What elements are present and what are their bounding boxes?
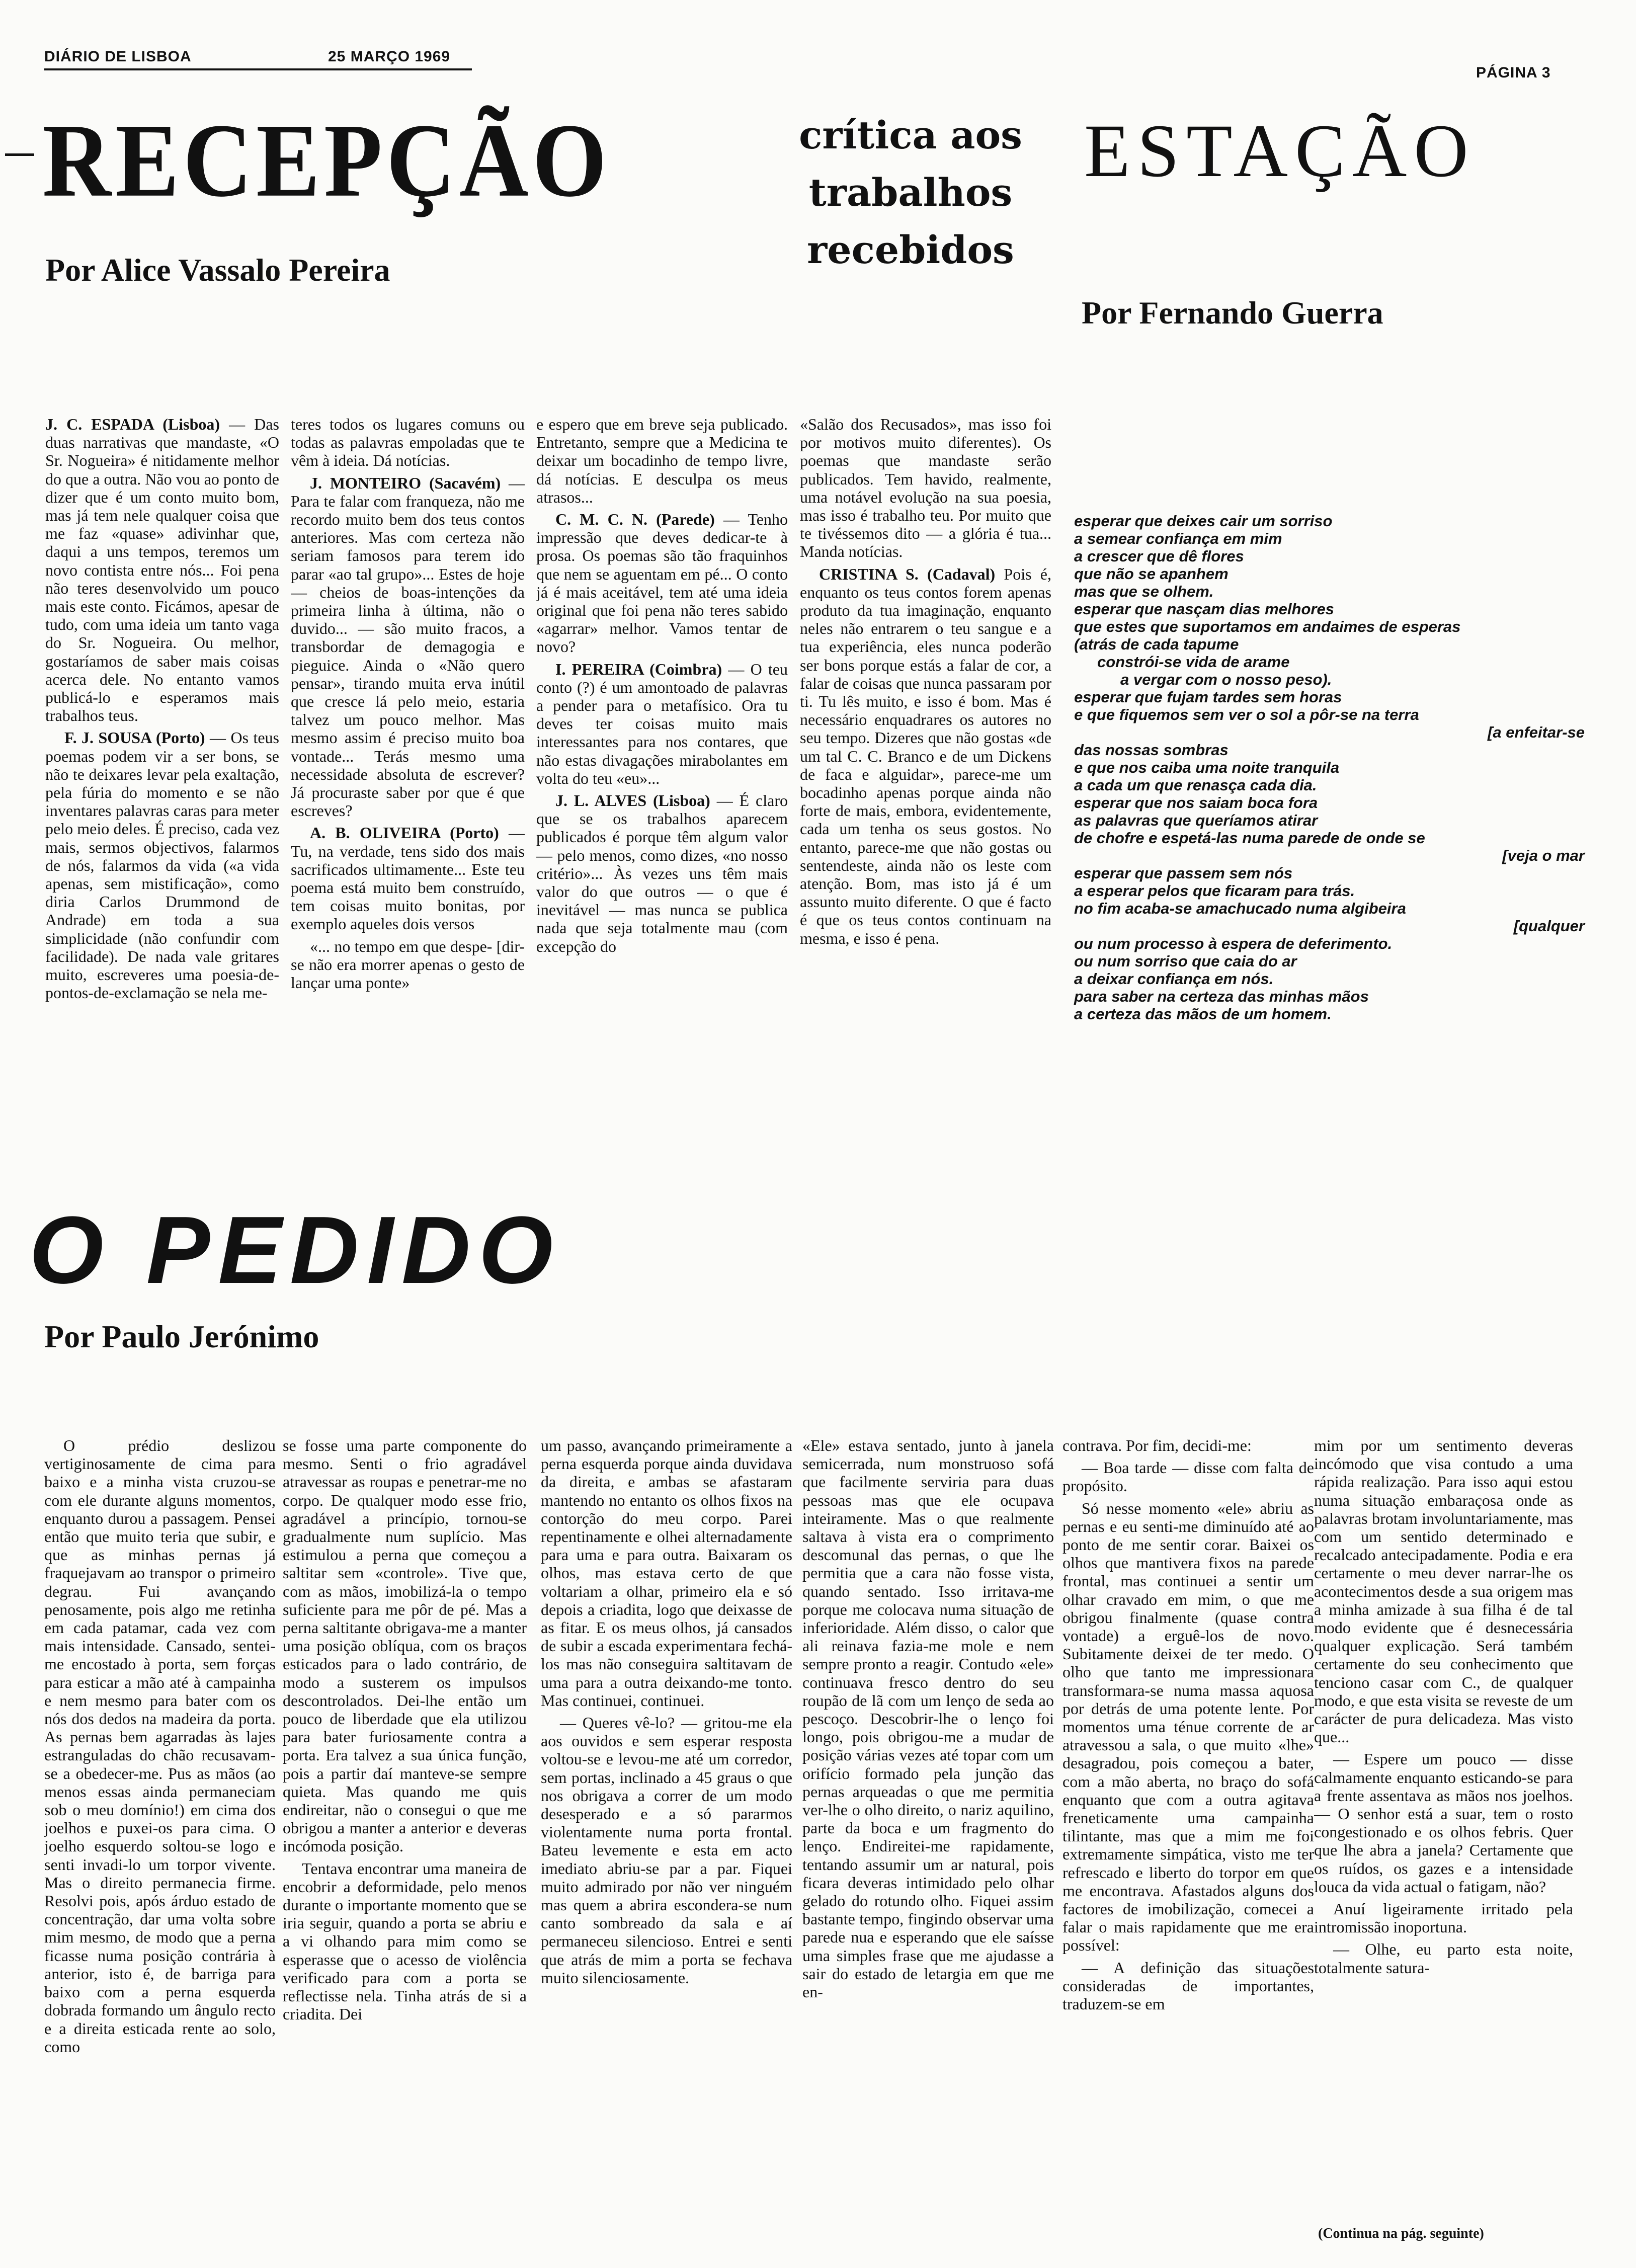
reply-text: teres todos os lugares comuns ou todas as palavras empoladas que te vêm à ideia. Dá notícias. [291,415,525,470]
poem-line: e que fiquemos sem ver o sol a pôr-se na terra [1074,706,1419,723]
reply-text: — Os teus poemas podem vir a ser bons, se não te deixares levar pela exaltação, pela fúria do momento e se não inventares palavras caras para meter pelo meio deles. É preciso, cada vez mais, sermos objectivos, falarmos de nós, falarmos da vida («a vida apenas, sem mistificação», como diria Carlos Drummond de Andrade) em toda a sua simplicidade (não confundir com facilidade). De nada vale gritares muito, escreveres uma poesia-de-pontos-de-exclamação se nela me- [45,728,279,1002]
header-rule [44,68,472,70]
poem-line: a semear confiança em mim [1074,530,1282,547]
reply-paragraph [536,510,788,656]
recepcao-byline: Por Alice Vassalo Pereira [45,252,390,288]
reply-text: Pois é, enquanto os teus contos forem apenas produto da tua imaginação, enquanto neles não entrarem o teu sangue e a tua experiência, eles nunca poderão ser bons porque estás a falar de cor, a falar de coisas que nunca passaram por ti. Tu lês muito, e isso é bom. Mas é necessário enquadrares os autores no seu tempo. Dizeres que não gostas «de um tal C. C. Branco e de um Dickens de faca e alguidar», parece-me um bocadinho apenas porque ainda não forte de mais, embora, evidentemente, cada um tenha os seus gostos. No entanto, parece-me que não gostas ou sentendeste, ainda não os leste com atenção. Bom, mas isto já é um assunto muito diferente. O que é facto é que os teus contos continuam na mesma, e isso é pena. [800,564,1051,947]
poem-line: as palavras que queríamos atirar [1074,812,1318,829]
reply-paragraph [536,415,788,506]
recepcao-title: RECEPÇÃO [42,103,611,219]
pedido-byline: Por Paulo Jerónimo [44,1319,319,1354]
correspondent-name: J. MONTEIRO (Sacavém) [310,473,501,492]
correspondent-name: J. C. ESPADA (Lisboa) [45,415,220,433]
story-column [541,1436,792,2224]
story-paragraph: contrava. Por fim, decidi-me: [1062,1436,1252,1454]
poem-line: esperar que deixes cair um sorriso [1074,512,1333,530]
issue-date: 25 MARÇO 1969 [328,48,451,65]
reply-paragraph [291,415,525,470]
pedido-title: O PEDIDO [29,1197,561,1304]
reply-text: «... no tempo em que despe- [dir-se não era morrer apenas o gesto de lançar uma ponte» [291,937,525,992]
reply-paragraph [291,824,525,933]
poem-line: a cada um que renasça cada dia. [1074,776,1317,794]
poem-line: a deixar confiança em nós. [1074,970,1274,988]
reply-text: — Tu, na verdade, tens sido dos mais sacrificados ultimamente... Este teu poema está muito bem construído, tem coisas muito bonitas, por exemplo aqueles dois versos [291,824,525,933]
story-paragraph: — A definição das situações consideradas de importantes, traduzem-se em [1062,1958,1314,2013]
story-paragraph: Tentava encontrar uma maneira de encobrir a deformidade, pelo menos durante o importante momento que se iria seguir, quando a porta se abriu e a vi olhando para mim como se esperasse que o acesso de violência verificado para com a porta se reflectisse nela. Tinha atrás de si a criadita. Dei [283,1859,527,2023]
reply-text: e espero que em breve seja publicado. Entretanto, sempre que a Medicina te deixar um bocadinho de tempo livre, dá notícias. E desculpa os meus atrasos... [536,415,788,506]
story-paragraph: — Queres vê-lo? — gritou-me ela aos ouvidos e sem esperar resposta voltou-se e levou-me até um corredor, sem portas, inclinado a 45 graus o que nos obrigava a correr de um modo desesperado e a só pararmos violentamente numa porta frontal. Bateu levemente e esta em acto imediato abriu-se par a par. Fiquei muito admirado por não ver ninguém mas quem a abrira esconderа-se num canto sombreado da sala e aí permaneceu silencioso. Entrei e senti que atrás de mim a porta se fechava muito silenciosamente. [541,1714,792,1987]
reply-paragraph [45,415,279,724]
poem-line: no fim acaba-se amachucado numa algibeira [1074,900,1406,917]
poem-line: das nossas sombras [1074,741,1229,759]
story-column [283,1436,527,2224]
poem-line: a vergar com o nosso peso). [1120,671,1332,688]
story-paragraph: um passo, avançando primeiramente a perna esquerda porque ainda duvidava da direita, e ambas se afastaram mantendo no entanto os olhos fixos na contorção do meu corpo. Parei repentinamente e olhei alternadamente para uma e para outra. Baixaram os olhos, mas estava certo de que voltariam a olhar, primeiro ela e só depois a criadita, logo que deixasse de as fitar. E os meus olhos, já cansados de subir a escada experimentara fechá-los mas não conseguira saltitavam de uma para a outra deixando-me tonto. Mas continuei, continuei. [541,1436,792,1710]
title-dash-mark [5,153,34,156]
page-number: PÁGINA 3 [1476,64,1551,81]
reply-column [536,415,788,1147]
poem-line: [a enfeitar-se [1488,723,1585,741]
story-column [44,1436,276,2224]
poem-line: [veja o mar [1502,847,1585,864]
story-column [802,1436,1054,2224]
poem-line: ou num processo à espera de deferimento. [1074,935,1393,952]
reply-text: — Das duas narrativas que mandaste, «O Sr. Nogueira» é nitidamente melhor do que a outra. Não vou ao ponto de dizer que é um conto muito bom, mas já tem nele qualquer coisa que me faz «quase» adivinhar que, daqui a uns tempos, teremos um novo contista entre nós... Foi pena não teres desenvolvido um pouco mais este conto. Ficámos, apesar de tudo, com uma ideia um tanto vaga do Sr. Nogueira. Ou melhor, gostaríamos de saber mais coisas acerca dele. No entanto vamos publicá-lo e esperamos mais trabalhos teus. [45,415,279,725]
reply-text: «Salão dos Recusados», mas isso foi por motivos muito diferentes). Os poemas que mandaste serão publicados. Tem havido, realmente, uma notável evolução na sua poesia, mas isso é trabalho teu. Por muito que te tivéssemos dito — a glória é tua... Manda notícias. [800,415,1051,561]
story-paragraph: — Espere um pouco — disse calmamente enquanto esticando-se para a frente assentava as mãos nos joelhos. — O senhor está a suar, tem o rosto congestionado e os olhos febris. Quer que lhe abra a janela? Certamente que os ruídos, os gazes e a intensidade louca da vida actual o fatigam, não? [1314,1750,1573,1896]
story-paragraph: — Boa tarde — disse com falta de propósito. [1062,1459,1314,1495]
estacao-byline: Por Fernando Guerra [1082,295,1383,331]
continued-note: (Continua na pág. seguinte) [1318,2226,1484,2241]
correspondent-name: CRISTINA S. (Cadaval) [819,564,996,583]
reply-text: — É claro que se os trabalhos aparecem publicados é porque têm algum valor — pelo menos, como dizes, «no nosso critério»... Às vezes uns têm mais valor do que outros — o que é inevitável — mas nunca se publica nada que seja totalmente mau (com excepção do [536,791,788,955]
estacao-poem [1074,512,1585,1023]
critica-line: crítica aos [799,113,1022,157]
reply-paragraph [800,415,1051,561]
reply-text: — O teu conto (?) é um amontoado de palavras a pender para o metafísico. Ora tu deves ter coisas muito mais interessantes para nos contares, que não estas divagações mirabolantes em volta do teu «eu»... [536,660,788,787]
reply-paragraph [536,660,788,787]
correspondent-name: A. B. OLIVEIRA (Porto) [310,824,499,842]
reply-paragraph [536,791,788,955]
poem-line: [qualquer [1513,917,1585,935]
poem-line: esperar que nasçam dias melhores [1074,600,1334,618]
poem-line: a certeza das mãos de um homem. [1074,1005,1332,1023]
story-paragraph: O prédio deslizou vertiginosamente de cima para baixo e a minha vista cruzou-se com ele durante alguns momentos, enquanto durou a passagem. Pensei então que muito teria que subir, e que as minhas pernas já fraquejavam ao transpor o primeiro degrau. Fui avançando penosamente, pois algo me retinha em cada patamar, cada vez com mais intensidade. Cansado, sentei-me encostado à porta, sem forças para esticar a mão até à campainha e nem mesmo para bater com os nós dos dedos na madeira da porta. As pernas bem agarradas às lajes estranguladas do chão recusavam-se a obedecer-me. Pus as mãos (ao menos essas ainda permaneciam sob o meu domínio!) em cima dos joelhos e puxei-os para cima. O joelho esquerdo soltou-se logo e senti invadi-lo um torpor vivente. Mas o direito permanecia firme. Resolvi pois, após árduo estado de concentração, dar uma volta sobre mim mesmo, de modo que a perna ficasse numa posição contrária à anterior, isto é, de barriga para baixo com a perna esquerda dobrada formando um ângulo recto e a direita esticada rente ao solo, como [44,1436,276,2056]
critica-heading [785,107,1036,279]
story-column [1314,1436,1573,2201]
reply-paragraph [291,474,525,820]
story-paragraph: «Ele» estava sentado, junto à janela semicerrada, num monstruoso sofá que facilmente serviria para duas pessoas mas que ele ocupava inteiramente. Mas o que realmente saltava à vista era o comprimento descomunal das pernas, o que lhe permitia que a cara não fosse vista, quando sentado. Isso irritava-me porque me colocava numa situação de inferioridade. Além disso, o calor que ali reinava fazia-me mole e nem sempre pronto a reagir. Contudo «ele» continuava fresco dentro do seu roupão de lã com um lenço de seda ao pescoço. Descobrir-lhe o lenço foi longo, pois obrigou-me a mudar de posição várias vezes até topar com um orifício formado pela junção das pernas arqueadas o que me permitia ver-lhe o olho direito, o nariz aquilino, parte da boca e um fragmento do lenço. Endireitei-me rapidamente, tentando assumir um ar natural, pois ficara deveras intimidado pelo olhar gelado do rotundo olho. Fiquei assim bastante tempo, fingindo observar uma parede nua e esperando que ele saísse uma simples frase que me ajudasse a sair do estado de letargia em que me en- [802,1436,1054,2001]
story-paragraph: Anuí ligeiramente irritado pela intromissão inoportuna. [1314,1900,1573,1936]
reply-text: — Tenho impressão que deves dedicar-te à prosa. Os poemas são tão fraquinhos que nem se aguentam em pé... O conto já é mais aceitável, tem até uma ideia original que foi pena não teres sabido «agarrar» melhor. Vamos tentar de novo? [536,510,788,656]
story-paragraph: — Olhe, eu parto esta noite, totalmente satura- [1314,1940,1573,1977]
poem-line: para saber na certeza das minhas mãos [1074,988,1369,1005]
correspondent-name: I. PEREIRA (Coimbra) [555,660,722,678]
poem-line: constrói-se vida de arame [1097,653,1290,671]
poem-line: esperar que fujam tardes sem horas [1074,688,1342,706]
poem-line: a esperar pelos que ficaram para trás. [1074,882,1355,900]
correspondent-name: J. L. ALVES (Lisboa) [555,791,710,810]
poem-line: mas que se olhem. [1074,583,1214,600]
reply-paragraph [45,728,279,1002]
poem-line: que estes que suportamos em andaimes de esperas [1074,618,1461,635]
newspaper-name: DIÁRIO DE LISBOA [44,48,192,65]
poem-line: a crescer que dê flores [1074,547,1244,565]
poem-line: ou num sorriso que caia do ar [1074,952,1297,970]
estacao-title: ESTAÇÃO [1084,109,1476,193]
poem-line: que não se apanhem [1074,565,1229,583]
poem-line: de chofre e espetá-las numa parede de onde se [1074,829,1425,847]
correspondent-name: C. M. C. N. (Parede) [555,510,715,529]
reply-paragraph [291,937,525,992]
story-paragraph: se fosse uma parte componente do mesmo. Senti o frio agradável atravessar as roupas e penetrar-me no corpo. De qualquer modo esse frio, agradável a princípio, tornou-se gradualmente num suplício. Mas estimulou a perna que começou a saltitar sem «controle». Tive que, com as mãos, imobilizá-la o tempo suficiente para me pôr de pé. Mas a perna saltitante obrigava-me a manter uma posição oblíqua, com os braços esticados para o lado contrário, de modo a susterem os impulsos descontrolados. Dei-lhe então um pouco de liberdade que ela utilizou para bater furiosamente contra a porta. Era talvez a sua única função, pois a partir daí manteve-se sempre quieta. Mas quando me quis endireitar, não o consegui o que me obrigou a manter a anterior e deveras incómoda posição. [283,1436,527,1855]
poem-line: (atrás de cada tapume [1074,635,1239,653]
critica-line: recebidos [807,227,1014,272]
story-column [1062,1436,1314,2224]
reply-text: — Para te falar com franqueza, não me recordo muito bem dos teus contos anteriores. Mas com certeza não seriam famosos para terem ido parar «ao tal grupo»... Estes de hoje — cheios de boas-intenções da primeira linha à última, não o duvido... — são muito fracos, a transbordar de demagogia e pieguice. Ainda o «Não quero pensar», tirando muita erva inútil que cresce lá pelo meio, estaria talvez um pouco melhor. Mas mesmo assim é preciso muito boa vontade... Terás mesmo uma necessidade absoluta de escrever? Já procuraste saber por que é que escreves? [291,473,525,820]
critica-line: trabalhos [808,170,1013,215]
reply-column [800,415,1051,1147]
poem-line: e que nos caiba uma noite tranquila [1074,759,1340,776]
correspondent-name: F. J. SOUSA (Porto) [64,728,205,747]
poem-line: esperar que nos saiam boca fora [1074,794,1318,812]
story-paragraph: Só nesse momento «ele» abriu as pernas e eu senti-me diminuído até ao ponto de me sentir corar. Baixei os olhos que mantivera fixos na parede frontal, mas continuei a sentir um olhar cravado em mim, o que me obrigou finalmente (quase contra vontade) a erguê-los de novo. Subitamente deixei de ter medo. O olho que tanto me impressionara transformara-se numa massa aquosa por detrás de uma potente lente. Por momentos uma ténue corrente de ar atravessou a sala, o que muito «lhe» desagradou, pois começou a bater, com a mão aberta, no braço do sofá enquanto que com a outra agitava freneticamente uma campainha tilintante, mas que a mim me foi extremamente simpática, visto me ter refrescado e liberto do torpor em que me encontrava. Afastados alguns dos factores de imobilização, comecei a falar o mais rapidamente que me era possível: [1062,1499,1314,1955]
story-paragraph: mim por um sentimento deveras incómodo que visa contudo a uma rápida realização. Para isso aqui estou numa situação embaraçosa onde as palavras brotam involuntariamente, mas com um sentido determinado e recalcado antecipadamente. Podia e era certamente o meu dever narrar-lhe os acontecimentos desde a sua origem mas a minha amizade à sua filha é de tal modo evidente que é desnecessária qualquer explicação. Será também certamente do seu conhecimento que tenciono casar com C., de qualquer modo, e que esta visita se reveste de um carácter de pura delicadeza. Mas visto que... [1314,1436,1573,1746]
reply-column [291,415,525,1147]
poem-line: esperar que passem sem nós [1074,864,1293,882]
reply-paragraph [800,565,1051,947]
reply-column [45,415,279,1147]
